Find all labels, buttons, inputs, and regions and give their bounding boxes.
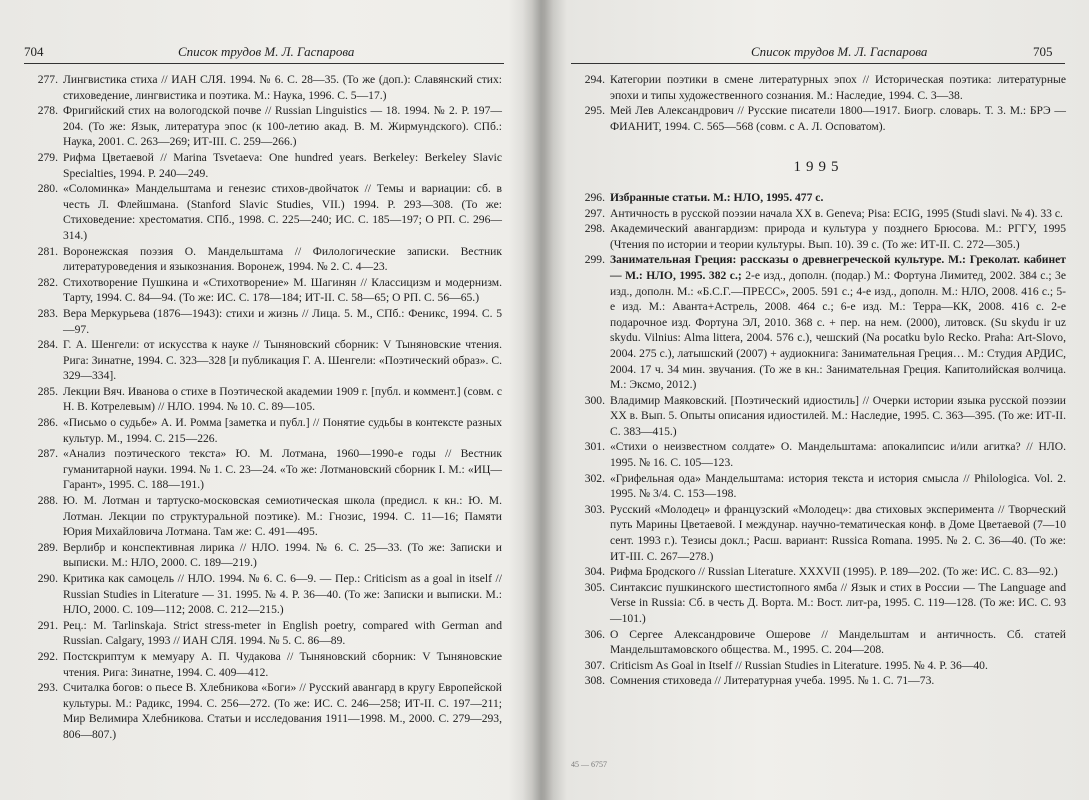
entry-body: Фригийский стих на вологодской почве // Russian Linguistics — 18. 1994. № 2. P. 197—204. (То же: Язык, литература эпос (к 100-летию акад. В. М. Жирмундского). СПб.: Наука, 2001. С. 263—269; ИТ-III. С. 259—266.) <box>63 104 502 149</box>
bibliography-entry <box>24 337 502 384</box>
entry-body: Владимир Маяковский. [Поэтический идиостиль] // Очерки истории языка русской поэзии XX в. Вып. 5. Опыты описания идиостилей. М.: Наследие, 1995. С. 363—395. (То же: ИТ-II. С. 383—415.) <box>610 393 1066 438</box>
left-page-number: 704 <box>24 44 44 59</box>
bibliography-entry <box>24 680 502 742</box>
entry-text <box>63 618 502 649</box>
entry-text <box>63 275 502 306</box>
entry-number: 288. <box>37 494 58 508</box>
left-page <box>0 0 535 800</box>
entry-number: 304. <box>584 565 605 579</box>
entry-body: Категории поэтики в смене литературных эпох // Историческая поэтика: литературные эпохи и типы художественного сознания. М.: Наследие, 1994. С. 3—38. <box>610 73 1066 102</box>
entry-text <box>610 658 1066 674</box>
entry-text <box>63 680 502 742</box>
entry-number: 305. <box>584 580 605 594</box>
entry-number: 290. <box>37 572 58 585</box>
bibliography-entry <box>571 439 1066 470</box>
entry-body: Считалка богов: о пьесе В. Хлебникова «Боги» // Русский авангард в кругу Европейской культуры. М.: Радикс, 1994. С. 256—272. (То же: ИС. С. 246—258; ИТ-II. С. 197—211; Мир Велимира Хлебникова. Статьи и исследования 1911—1998. М., 2000. С. 279—293, 806—807.) <box>63 681 502 741</box>
entry-text <box>63 72 502 103</box>
entry-text <box>610 72 1066 103</box>
entry-body: О Сергее Александровиче Ошерове // Мандельштам и античность. Сб. статей Мандельштамовского общества. М., 1995. С. 204—208. <box>610 627 1066 657</box>
bibliography-entry <box>571 252 1066 392</box>
entry-text <box>63 493 502 540</box>
bibliography-entry <box>24 540 502 571</box>
entry-body: Лекции Вяч. Иванова о стихе в Поэтической академии 1909 г. [публ. и коммент.] (совм. с Н. В. Котрелевым) // НЛО. 1994. № 10. С. 89—105. <box>63 384 502 414</box>
entry-body: «Письмо о судьбе» А. И. Ромма [заметка и публ.] // Понятие судьбы в контексте разных культур. М., 1994. С. 215—226. <box>63 416 502 445</box>
entry-body: Академический авангардизм: природа и культура у позднего Брюсова. М.: РГГУ, 1995 (Чтения по истории и теории культуры. Вып. 10). 39 с. (То же: ИТ-II. С. 272—305.) <box>610 222 1066 251</box>
bibliography-entry <box>571 673 1066 689</box>
right-page <box>555 0 1089 800</box>
bibliography-entry <box>24 493 502 540</box>
entry-number: 280. <box>37 182 58 196</box>
bibliography-entry <box>571 393 1066 440</box>
entry-text <box>63 244 502 275</box>
entry-body: Воронежская поэзия О. Мандельштама // Филологические записки. Вестник литературоведения и языкознания. Воронеж, 1994. № 2. С. 4—23. <box>63 244 502 274</box>
entry-text <box>63 150 502 181</box>
entry-number: 282. <box>37 275 58 289</box>
entry-number: 286. <box>37 416 58 430</box>
entry-body: Критика как самоцель // НЛО. 1994. № 6. С. 6—9. — Пер.: Criticism as a goal in itself // Russian Studies in Literature — 31. 1995. № 4. P. 36—40. (То же: Записки и выписки. М.: НЛО, 2000. С. 109—112; 2008. С. 212—215.) <box>63 572 502 617</box>
bibliography-entry <box>24 618 502 649</box>
entry-number: 301. <box>584 440 605 454</box>
entry-number: 306. <box>584 627 605 641</box>
bibliography-entry <box>24 306 502 337</box>
entry-body: Рифма Бродского // Russian Literature. XXXVII (1995). P. 189—202. (То же: ИС. С. 83—92.) <box>610 565 1058 579</box>
entry-text <box>610 502 1066 564</box>
entry-body: Синтаксис пушкинского шестистопного ямба // Язык и стих в России — The Language and Verse in Russia: Сб. в честь Д. Ворта. М.: Вост. лит-ра, 1995. С. 119—128. (То же: ИС. С. 93—101.) <box>610 580 1066 625</box>
bibliography-entry <box>24 649 502 680</box>
bibliography-entry <box>571 658 1066 674</box>
entry-body: Ю. М. Лотман и тартуско-московская семиотическая школа (предисл. к кн.: Ю. М. Лотман. Лекции по структуральной поэтике). М.: Гнозис, 1994. С. 11—16; Памяти Юрия Михайловича Лотмана. Там же: С. 491—495. <box>63 494 502 539</box>
bibliography-entry <box>24 103 502 150</box>
entry-number: 281. <box>37 244 58 258</box>
bibliography-entry <box>24 446 502 493</box>
entry-text <box>610 580 1066 627</box>
entry-number: 284. <box>37 338 58 352</box>
right-header-rule <box>571 63 1065 64</box>
bibliography-entry <box>24 415 502 446</box>
entry-text <box>610 564 1066 580</box>
entry-title-bold: Избранные статьи. М.: НЛО, 1995. 477 с. <box>610 190 824 204</box>
entry-number: 307. <box>584 658 605 672</box>
entry-number: 299. <box>584 253 605 267</box>
entry-number: 298. <box>584 222 605 236</box>
entry-body: Сомнения стиховеда // Литературная учеба. 1995. № 1. С. 71—73. <box>610 674 935 688</box>
entry-text <box>63 571 502 618</box>
bibliography-entry <box>571 72 1066 103</box>
entry-text <box>610 190 1066 206</box>
bibliography-entry <box>571 190 1066 206</box>
entry-body: Стихотворение Пушкина и «Стихотворение» М. Шагинян // Классицизм и модернизм. Тарту, 1994. С. 84—94. (То же: ИС. С. 178—184; ИТ-II. С. 58—65; О РП. С. 56—65.) <box>63 275 502 305</box>
entry-number: 289. <box>37 540 58 554</box>
entry-number: 283. <box>37 306 58 320</box>
entry-text <box>610 252 1066 392</box>
left-running-title: Список трудов М. Л. Гаспарова <box>178 44 355 59</box>
entry-number: 302. <box>584 471 605 485</box>
entry-text <box>610 673 1066 689</box>
entry-text <box>610 439 1066 470</box>
entry-text <box>63 649 502 680</box>
entry-number: 300. <box>584 393 605 407</box>
entry-body: Criticism As Goal in Itself // Russian Studies in Literature. 1995. № 4. P. 36—40. <box>610 658 988 672</box>
left-entry-list <box>24 72 502 743</box>
right-running-title: Список трудов М. Л. Гаспарова <box>751 44 928 59</box>
entry-body: Рифма Цветаевой // Marina Tsvetaeva: One hundred years. Berkeley: Berkeley Slavic Specialties, 1994. P. 240—249. <box>63 150 502 180</box>
entry-text <box>610 206 1066 222</box>
entry-number: 297. <box>584 206 605 220</box>
entry-body: «Стихи о неизвестном солдате» О. Мандельштама: апокалипсис и/или агитка? // НЛО. 1995. № 16. С. 105—123. <box>610 440 1066 470</box>
bibliography-entry <box>571 502 1066 564</box>
left-header-rule <box>24 63 504 64</box>
entry-body: Рец.: M. Tarlinskaja. Strict stress-meter in English poetry, compared with German and Russian. Calgary, 1993 // ИАН СЛЯ. 1994. № 5. С. 86—89. <box>63 618 502 648</box>
entry-body: «Соломинка» Мандельштама и генезис стихов-двойчаток // Темы и вариации: сб. в честь Л. Флейшмана. (Stanford Slavic Studies, VII.) 1994. P. 293—308. (То же: Стиховедение: хрестоматия. СПб., 1998. С. 225—240; ИС. С. 185—197; О РП. С. 296—314.) <box>63 182 502 242</box>
bibliography-entry <box>24 150 502 181</box>
entry-title-bold: Занимательная Греция: рассказы о древнегреческой культуре. М.: Греколат. кабинет — М.: НЛО, 1995. 382 с.; <box>610 253 1066 282</box>
bibliography-entry <box>571 221 1066 252</box>
entry-text <box>63 337 502 384</box>
bibliography-entry <box>24 244 502 275</box>
entry-number: 287. <box>37 447 58 461</box>
entry-number: 285. <box>37 384 58 398</box>
bibliography-entry <box>571 103 1066 134</box>
entry-number: 296. <box>584 190 605 204</box>
entry-body: Античность в русской поэзии начала XX в. Geneva; Pisa: ECIG, 1995 (Studi slavi. № 4). 33 с. <box>610 206 1063 220</box>
right-entry-list <box>571 72 1066 689</box>
bibliography-entry <box>571 206 1066 222</box>
entry-number: 291. <box>37 618 58 632</box>
entry-text <box>63 446 502 493</box>
entry-text <box>63 415 502 446</box>
entry-text <box>63 540 502 571</box>
entry-text <box>63 384 502 415</box>
entry-text <box>63 103 502 150</box>
right-entries-1995 <box>571 190 1066 689</box>
entry-body: 2-е изд., дополн. (подар.) М.: Фортуна Лимитед, 2002. 384 с.; 3е изд., дополн. М.: «Б.С.Г.—ПРЕСС», 2005. 591 с.; 4-е изд., дополн. М.: НЛО, 2008. 416 с.; 5-е изд. М.: Аванта+Астрель, 2008. 464 с.; 6-е изд. М.: Терра—КК, 2008. 416 с. 2-е подарочное изд. Фортуна ЭЛ, 2010. 368 с. + пер. на нем. (2000), литовск. (Su skydu ir uz skydu. Vilnius: Alma littera, 2004. 576 с.), чешский (Na pocatku bylo Recko. Praha: Art-Slovo, 2004. 275 с.), латышский (2007) + аудиокнига: Занимательная Греция… М.: Студия АРДИС, 2004. 17 ч. 34 мин. звучания. (То же в кн.: Занимательная Греция. Капитолийская волчица. М.: Эксмо, 2012.) <box>610 268 1066 392</box>
year-heading: 1995 <box>793 159 844 176</box>
entry-text <box>63 306 502 337</box>
entry-body: Русский «Молодец» и французский «Молодец»: два стиховых эксперимента // Творческий путь Марины Цветаевой. I междунар. научно-тематическая конф. в Доме Цветаевой (7—10 сент. 1993 г.). Тезисы докл.; Расш. вариант: Russica Romana. 1995. № 2. С. 36—40. (То же: ИТ-III. С. 267—278.) <box>610 502 1066 563</box>
bibliography-entry <box>571 580 1066 627</box>
printer-signature-mark: 45 — 6757 <box>571 760 607 769</box>
entry-body: Лингвистика стиха // ИАН СЛЯ. 1994. № 6. С. 28—35. (То же (доп.): Славянский стих: стиховедение, лингвистика и поэтика. М.: Наука, 1996. С. 5—17.) <box>63 73 502 102</box>
entry-body: Г. А. Шенгели: от искусства к науке // Тыняновский сборник: V Тыняновские чтения. Рига: Зинатне, 1994. С. 323—328 [и публикация Г. А. Шенгели: «Поэтический образ». С. 329—334]. <box>63 338 502 383</box>
bibliography-entry <box>24 384 502 415</box>
entry-body: Постскриптум к мемуару А. П. Чудакова // Тыняновский сборник: V Тыняновские чтения. Рига: Зинатне, 1994. С. 409—412. <box>63 649 502 679</box>
entry-number: 303. <box>584 502 605 516</box>
bibliography-entry <box>571 471 1066 502</box>
entry-text <box>610 103 1066 134</box>
entry-number: 292. <box>37 649 58 663</box>
bibliography-entry <box>24 571 502 618</box>
entry-body: «Анализ поэтического текста» Ю. М. Лотмана, 1960—1990-е годы // Вестник гуманитарной науки. 1994. № 1. С. 23—24. «То же: Лотмановский сборник I. М.: «ИЦ—Гарант», 1995. С. 188—191.) <box>63 447 502 492</box>
entry-body: Вера Меркурьева (1876—1943): стихи и жизнь // Лица. 5. М., СПб.: Феникс, 1994. С. 5—97. <box>63 306 502 336</box>
entry-number: 277. <box>37 73 58 86</box>
entry-text <box>610 221 1066 252</box>
entry-number: 279. <box>37 150 58 164</box>
bibliography-entry <box>24 181 502 243</box>
entry-text <box>610 627 1066 658</box>
entry-body: Верлибр и конспективная лирика // НЛО. 1994. № 6. С. 25—33. (То же: Записки и выписки. М.: НЛО, 2000. С. 189—219.) <box>63 540 502 570</box>
right-entries-1994 <box>571 72 1066 134</box>
entry-number: 293. <box>37 681 58 695</box>
bibliography-entry <box>571 627 1066 658</box>
bibliography-entry <box>24 275 502 306</box>
right-page-number: 705 <box>1033 44 1053 59</box>
entry-number: 308. <box>584 674 605 688</box>
entry-number: 294. <box>584 73 605 86</box>
entry-body: Мей Лев Александрович // Русские писатели 1800—1917. Биогр. словарь. Т. 3. М.: БРЭ — ФИАНИТ, 1994. С. 565—568 (совм. с А. Л. Осповатом). <box>610 104 1066 133</box>
entry-text <box>610 393 1066 440</box>
entry-number: 278. <box>37 104 58 118</box>
bibliography-entry <box>24 72 502 103</box>
bibliography-entry <box>571 564 1066 580</box>
entry-body: «Грифельная ода» Мандельштама: история текста и история смысла // Philologica. Vol. 2. 1995. № 3/4. С. 153—198. <box>610 471 1066 501</box>
entry-number: 295. <box>584 104 605 118</box>
entry-text <box>610 471 1066 502</box>
entry-text <box>63 181 502 243</box>
